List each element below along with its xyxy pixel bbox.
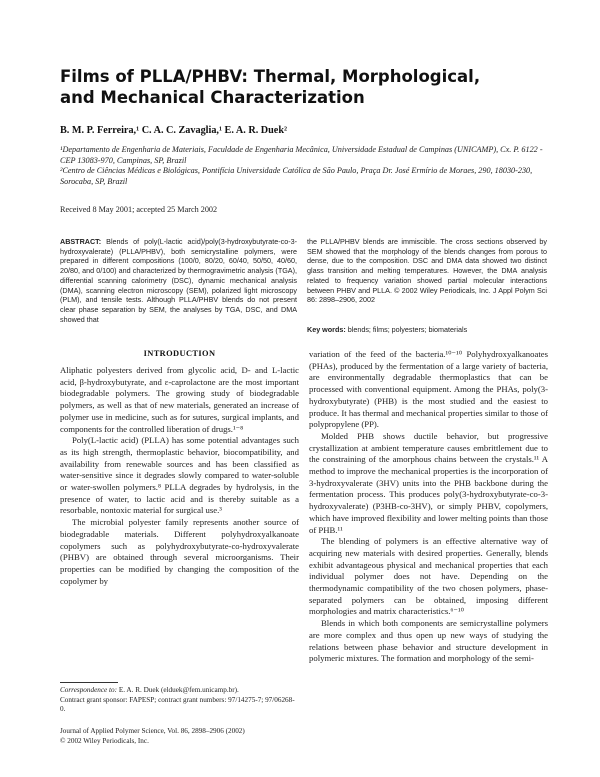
paragraph: variation of the feed of the bacteria.¹⁰⁻¹⁰ Polyhydroxyalkanoates (PHAs), produced by the fermentation of a large variety of bacteria, are environmentally degradable thermoplastics that can be processed with conventional equipment. Among the PHAs, poly(3-hydroxybutyrate) (PHB) is the most studied and the easiest to produce. It has thermal and mechanical properties similar to those of polypropylene (PP).	[309, 349, 548, 430]
affiliation-2: ²Centro de Ciências Médicas e Biológicas, Pontifícia Universidade Católica de São Paulo, Praça Dr. José Ermírio de Moraes, 290, 18030-230, Sorocaba, SP, Brazil	[60, 166, 533, 186]
abstract-left	[60, 237, 297, 324]
grant-note: Contract grant sponsor: FAPESP; contract grant numbers: 97/14275-7; 97/06268-0.	[60, 696, 295, 714]
copyright-line: © 2002 Wiley Periodicals, Inc.	[60, 737, 149, 745]
affiliation-1: ¹Departamento de Engenharia de Materiais, Faculdade de Engenharia Mecânica, Universidade Estadual de Campinas (UNICAMP), Cx. P. 6122 - CEP 13083-970, Campinas, SP, Brazil	[60, 145, 543, 165]
paragraph: The microbial polyester family represents another source of biodegradable materials. Different polyhydroxyalkanoate copolymers such as polyhydroxybutyrate-co-hydroxyvalerate (PHBV) are obtained through several microorganisms. Their properties can be modified by changing the composition of the copolymer by	[60, 517, 299, 586]
abstract-right: the PLLA/PHBV blends are immiscible. The cross sections observed by SEM showed that the morphology of the blends changes from porous to dense, due to the composition. DSC and DMA data showed two distinct glass transition and melting temperatures. However, the DMA analysis related to frequency variation showed partial molecular interactions between PHBV and PLLA. © 2002 Wiley Periodicals, Inc. J Appl Polym Sci 86: 2898–2906, 2002	[307, 237, 547, 305]
correspondence-label: Correspondence to:	[60, 686, 118, 694]
correspondence-text: E. A. R. Duek (elduek@fem.unicamp.br).	[117, 686, 239, 694]
section-heading-introduction: INTRODUCTION	[143, 349, 216, 358]
paragraph: Aliphatic polyesters derived from glycolic acid, D- and L-lactic acid, β-hydroxybutyrate, and ε-caprolactone are the most important biodegradable polymers. The growing study of biodegradable polymers, as well as that of new materials, generated an increase of polymer use in medicine, such as for sutures, surgical implants, and components for the controlled liberation of drugs.¹⁻⁸	[60, 365, 299, 434]
author-list: B. M. P. Ferreira,¹ C. A. C. Zavaglia,¹ E. A. R. Duek²	[60, 125, 288, 136]
abstract-text-left: Blends of poly(L-lactic acid)/poly(3-hydroxybutyrate-co-3-hydroxyvalerate) (PLLA/PHBV), both semicrystalline polymers, were prepared in different compositions (100/0, 80/20, 60/40, 50/50, 40/60, 20/80, and 0/100) and characterized by thermogravimetric analysis (TGA), differential scanning calorimetry (DSC), dynamic mechanical analysis (DMA), scanning electron microscopy (SEM), polarized light microscopy (PLM), and tensile tests. Although PLLA/PHBV blends do not present clear phase separation by SEM, the analyses by TGA, DSC, and DMA showed that	[60, 237, 297, 324]
title-line-1: Films of PLLA/PHBV: Thermal, Morphological,	[60, 67, 481, 86]
keywords-text: blends; films; polyesters; biomaterials	[345, 325, 468, 334]
keywords	[307, 325, 547, 334]
received-dates: Received 8 May 2001; accepted 25 March 2002	[60, 205, 218, 214]
right-body-column	[309, 349, 548, 665]
paragraph: Molded PHB shows ductile behavior, but progressive crystallization at ambient temperature causes embrittlement due to the constraining of the amorphous chains between the crystals.¹¹ A method to improve the mechanical properties is the incorporation of 3-hydroxyvalerate (3HV) units into the PHB backbone during the fermentation process. This produces poly(3-hydroxybutyrate-co-3-hydroxyvalerate) (P3HB-co-3HV), or simply PHBV, copolymers, which have improved flexibility and lower melting points than those of PHB.¹¹	[309, 430, 548, 535]
left-body-column	[60, 365, 299, 587]
footnote-divider	[60, 682, 118, 683]
journal-citation: Journal of Applied Polymer Science, Vol. 86, 2898–2906 (2002)	[60, 727, 245, 735]
abstract-label: ABSTRACT:	[60, 237, 102, 246]
keywords-label: Key words:	[307, 325, 346, 334]
paragraph: The blending of polymers is an effective alternative way of acquiring new materials with desired properties. Generally, blends exhibit advantageous physical and mechanical properties that each individual polymer does not have. Depending on the thermodynamic compatibility of the two chosen polymers, phase-separated polymers can be obtained, imposing different morphologies and matrix characteristics.⁶⁻¹⁰	[309, 536, 548, 617]
correspondence-note	[60, 686, 300, 695]
paragraph: Poly(L-lactic acid) (PLLA) has some potential advantages such as its high strength, thermoplastic behavior, biocompatibility, and availability from renewable sources and has been classified as water-sensitive since it degrades slowly compared to water-soluble or water-swollen polymers.⁸ PLLA degrades by hydrolysis, in the presence of water, to lactic acid and is thereby suitable as a resorbable, nontoxic material for surgical use.³	[60, 435, 299, 516]
title-line-2: and Mechanical Characterization	[60, 88, 365, 107]
paragraph: Blends in which both components are semicrystalline polymers are more complex and thus open up new ways of studying the relations between phase behavior and structure development in polymeric mixtures. The formation and morphology of the semi-	[309, 618, 548, 664]
article-title	[60, 66, 540, 108]
